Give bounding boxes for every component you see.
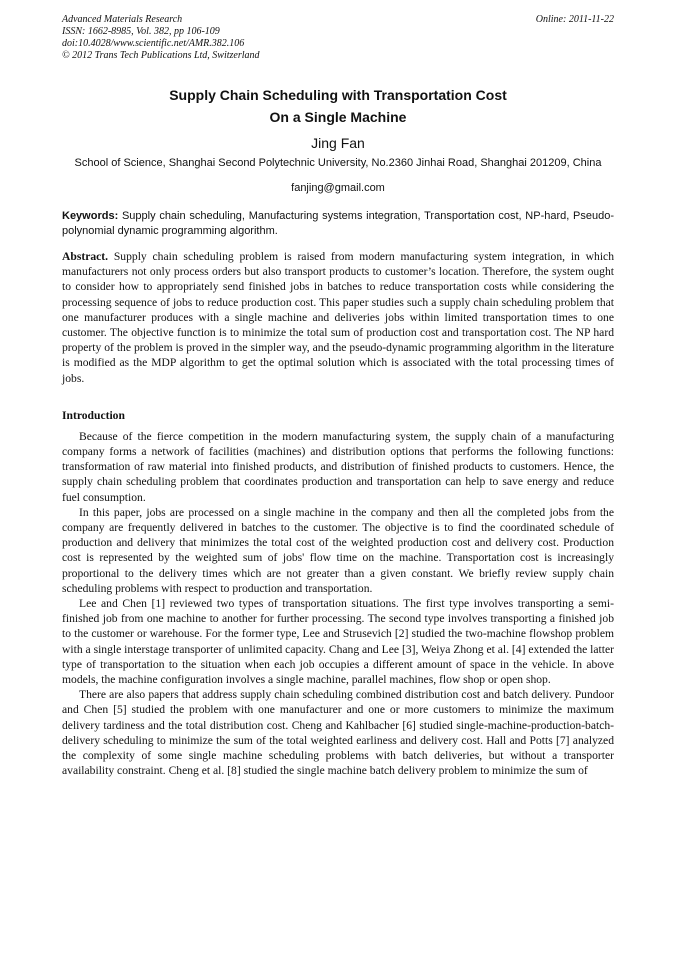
abstract-block: [62, 249, 614, 386]
abstract-label: Abstract.: [62, 250, 109, 263]
keywords-block: [62, 209, 614, 239]
issn-line: ISSN: 1662-8985, Vol. 382, pp 106-109: [62, 26, 220, 37]
author-name: Jing Fan: [311, 135, 365, 151]
author-affiliation: School of Science, Shanghai Second Polytechnic University, No.2360 Jinhai Road, Shanghai 201209, China: [74, 157, 602, 169]
journal-header: [62, 14, 614, 62]
copyright-line: © 2012 Trans Tech Publications Ltd, Switzerland: [62, 50, 260, 61]
online-date: Online: 2011-11-22: [535, 14, 614, 25]
keywords-text: Supply chain scheduling, Manufacturing systems integration, Transportation cost, NP-hard, Pseudo-polynomial dynamic programming algorithm.: [62, 210, 614, 237]
intro-paragraph: In this paper, jobs are processed on a single machine in the company and then all the completed jobs from the company are frequently delivered in batches to the customer. The objective is to find the coordinated schedule of production and delivery that minimizes the total cost of the weighted production cost and delivery cost. Production cost is represented by the weighted sum of jobs' flow time on the machine. Transportation cost is increasingly proportional to the delivery times which are not greater than a given constant. We briefly review supply chain scheduling problems with respect to production and transportation.: [62, 505, 614, 595]
doi-line: doi:10.4028/www.scientific.net/AMR.382.106: [62, 38, 245, 49]
keywords-label: Keywords:: [62, 210, 119, 222]
paper-page: [62, 14, 614, 779]
intro-paragraph: Lee and Chen [1] reviewed two types of transportation situations. The first type involves transporting a semi-finished job from one machine to another for further processing. The second type involves transporting a finished job to the customer or warehouse. For the former type, Lee and Strusevich [2] studied the two-machine flowshop problem with a single interstage transporter of unlimited capacity. Chang and Lee [3], Weiya Zhong et al. [4] extended the latter type of transportation to the situation when each job occupies a different amount of space in the vehicle. In above models, the machine configuration involves a single machine, parallel machines, flow shop or open shop.: [62, 597, 614, 687]
introduction-body: [62, 429, 614, 779]
journal-name: Advanced Materials Research: [62, 14, 183, 25]
intro-paragraph: There are also papers that address supply chain scheduling combined distribution cost and batch delivery. Pundoor and Chen [5] studied the problem with one manufacturer and one or more customers to minimize the maximum delivery tardiness and the total distribution cost. Cheng and Kahlbacher [6] studied single-machine-production-batch-delivery scheduling to minimize the sum of the total weighted earliness and delivery cost. Hall and Potts [7] analyzed the complexity of some single machine scheduling problems with batch deliveries, but without a transporter availability constraint. Cheng et al. [8] studied the single machine batch delivery problem to minimize the sum of: [62, 688, 614, 778]
section-heading-introduction: Introduction: [62, 408, 125, 422]
author-email: fanjing@gmail.com: [291, 182, 385, 194]
title-line-1: Supply Chain Scheduling with Transportation Cost: [169, 87, 507, 103]
intro-paragraph: Because of the fierce competition in the modern manufacturing system, the supply chain of a manufacturing company forms a network of facilities (machines) and distribution options that performs the following functions: transformation of raw material into finished products, and distribution of finished products to customers. Hence, the supply chain scheduling problem that coordinates production and transportation can help to save energy and reduce fuel consumption.: [62, 429, 614, 504]
title-line-2: On a Single Machine: [269, 109, 407, 125]
paper-title: [62, 84, 614, 128]
abstract-text: Supply chain scheduling problem is raised from modern manufacturing system integration, in which manufacturers not only process orders but also transport products to customer’s location. Therefore, the system ought to consider how to appropriately send finished jobs in batches to reduce transportation costs while considering the processing sequence of jobs to reduce production cost. This paper studies such a supply chain scheduling problem that one manufacturer produces with a single machine and deliveries jobs within limited transportation times to one customer. The objective function is to minimize the total sum of production cost and transportation cost. The NP hard property of the problem is proved in the simpler way, and the pseudo-dynamic programming algorithm in the literature is modified as the MDP algorithm to get the optimal solution which is associated with the total processing times of jobs.: [62, 250, 614, 385]
